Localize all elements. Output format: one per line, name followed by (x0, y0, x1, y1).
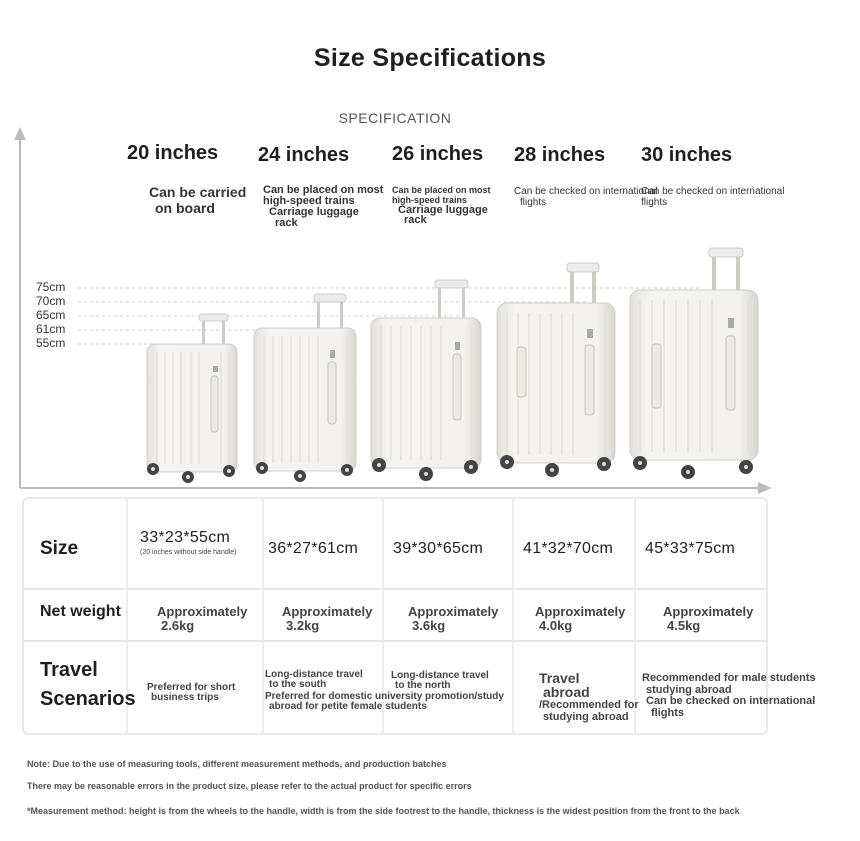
footnote-3: *Measurement method: height is from the wheels to the handle, width is from the side footrest to the handle, thickness is the widest position from the front to the back (27, 806, 740, 816)
suitcase-28 (497, 263, 615, 477)
size-note-20: (20 inches without side handle) (140, 549, 237, 556)
weight-24: Approximately 3.2kg (282, 604, 373, 633)
footnote-2: There may be reasonable errors in the product size, please refer to the actual product for specific errors (27, 781, 472, 791)
table-row-divider (22, 588, 768, 590)
suitcase-24 (254, 294, 356, 482)
y-tick-75: 75cm (36, 280, 66, 294)
note-20: Can be carried on board (149, 184, 247, 216)
row-label-travel: Travel (40, 659, 98, 681)
suitcase-26 (371, 280, 481, 481)
x-axis-arrow (758, 482, 772, 494)
row-label-weight: Net weight (40, 603, 121, 620)
scenario-30: Recommended for male students studying abroad Can be checked on international flights (642, 672, 816, 719)
y-tick-61: 61cm (36, 322, 66, 336)
size-label-24: 24 inches (258, 144, 350, 166)
footnote-1: Note: Due to the use of measuring tools, different measurement methods, and production batches (27, 759, 447, 769)
y-axis-arrow (14, 127, 26, 140)
page-subtitle: SPECIFICATION (338, 110, 452, 126)
scenario-20: Preferred for short business trips (147, 682, 236, 703)
table-col-divider (512, 497, 514, 735)
size-value-26: 39*30*65cm (393, 540, 484, 557)
scenario-28: Travel abroad /Recommended for studying abroad (539, 670, 639, 723)
weight-28: Approximately 4.0kg (535, 604, 626, 633)
y-tick-55: 55cm (36, 336, 66, 350)
note-24: Can be placed on most high-speed trains Carriage luggage rack (263, 184, 384, 229)
row-label-size: Size (40, 538, 79, 559)
size-label-28: 28 inches (514, 144, 606, 166)
size-value-24: 36*27*61cm (268, 540, 359, 557)
size-label-26: 26 inches (392, 143, 484, 165)
note-26: Can be placed on most high-speed trains Carriage luggage rack (392, 185, 491, 226)
scenario-24: Long-distance travel to the south Preferred for domestic university promotion/study abroad for petite female students (265, 669, 504, 712)
weight-20: Approximately 2.6kg (157, 604, 248, 633)
size-value-30: 45*33*75cm (645, 540, 736, 557)
note-30: Can be checked on international flights (641, 186, 785, 208)
size-label-20: 20 inches (127, 142, 219, 164)
suitcase-30 (630, 248, 758, 479)
page-title: Size Specifications (313, 44, 547, 72)
row-label-scenarios: Scenarios (40, 688, 136, 710)
size-value-28: 41*32*70cm (523, 540, 614, 557)
size-label-30: 30 inches (641, 144, 733, 166)
weight-30: Approximately 4.5kg (663, 604, 754, 633)
suitcase-chart (0, 120, 790, 495)
size-value-20: 33*23*55cm (140, 529, 231, 546)
suitcase-20 (147, 314, 237, 483)
y-tick-70: 70cm (36, 294, 66, 308)
weight-26: Approximately 3.6kg (408, 604, 499, 633)
y-tick-65: 65cm (36, 308, 66, 322)
table-row-divider (22, 640, 768, 642)
note-28: Can be checked on international flights (514, 186, 658, 208)
table-col-divider (262, 497, 264, 735)
scenario-26: Long-distance travel to the north (391, 670, 489, 691)
